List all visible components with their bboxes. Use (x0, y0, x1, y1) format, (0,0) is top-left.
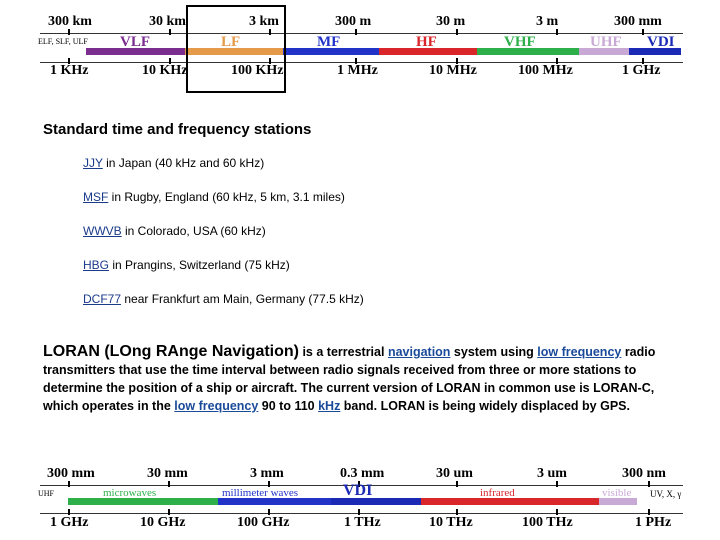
station-description: near Frankfurt am Main, Germany (77.5 kHz) (121, 292, 364, 306)
low-frequency-link[interactable]: low frequency (537, 345, 622, 359)
bottom-frequency-label: 1 PHz (635, 515, 672, 530)
station-link-wwvb[interactable]: WWVB (83, 224, 122, 238)
section-title: Standard time and frequency stations (43, 121, 312, 138)
band-visible-bar (599, 498, 637, 505)
list-item (83, 258, 290, 272)
top-wavelength-label: 30 km (149, 14, 186, 29)
low-frequency-link-2[interactable]: low frequency (174, 399, 259, 413)
top-wavelength-label: 300 m (335, 14, 372, 29)
bottom-wavelength-label: 0.3 mm (340, 466, 385, 481)
band-vdi-label: VDI (647, 34, 675, 50)
khz-link[interactable]: kHz (318, 399, 341, 413)
bottom-left-label: UHF (38, 489, 55, 498)
bottom-frequency-label: 1 GHz (50, 515, 89, 530)
station-link-msf[interactable]: MSF (83, 190, 109, 204)
band-infrared-bar (421, 498, 599, 505)
band-lf-label: LF (221, 34, 241, 50)
top-frequency-label: 100 MHz (518, 63, 573, 78)
top-wavelength-label: 3 km (249, 14, 279, 29)
bottom-wavelength-label: 30 mm (147, 466, 188, 481)
station-description: in Japan (40 kHz and 60 kHz) (102, 156, 265, 170)
band-hf-label: HF (416, 34, 437, 50)
list-item (83, 224, 266, 238)
list-item (83, 292, 364, 306)
loran-text: 90 to 110 (258, 399, 319, 413)
bottom-wavelength-label: 300 mm (47, 466, 95, 481)
band-microwaves-bar (68, 498, 218, 505)
bottom-frequency-label: 100 GHz (237, 515, 290, 530)
band-visible-label: visible (602, 487, 632, 499)
band-vdi-label-bottom: VDI (343, 482, 373, 499)
lf-highlight-box (186, 5, 286, 93)
band-vlf-label: VLF (120, 34, 150, 50)
top-frequency-label: 10 KHz (142, 63, 188, 78)
list-item (83, 156, 264, 170)
top-frequency-label: 1 MHz (337, 63, 378, 78)
loran-title: LORAN (LOng RAnge Navigation) (43, 343, 299, 360)
station-link-jjy[interactable]: JJY (83, 156, 103, 170)
station-link-hbg[interactable]: HBG (83, 258, 110, 272)
band-millimeter-bar (218, 498, 331, 505)
top-frequency-label: 1 KHz (50, 63, 89, 78)
band-uhf-label: UHF (590, 34, 622, 50)
top-wavelength-label: 3 m (536, 14, 559, 29)
station-description: in Rugby, England (60 kHz, 5 km, 3.1 miles) (108, 190, 345, 204)
loran-text: system using (450, 345, 538, 359)
bottom-frequency-label: 1 THz (344, 515, 381, 530)
band-millimeter-label: millimeter waves (222, 487, 299, 499)
top-wavelength-label: 30 m (436, 14, 466, 29)
bottom-wavelength-label: 30 um (436, 466, 473, 481)
station-description: in Prangins, Switzerland (75 kHz) (109, 258, 290, 272)
bottom-wavelength-label: 3 mm (250, 466, 284, 481)
top-frequency-label: 1 GHz (622, 63, 661, 78)
band-vhf-label: VHF (504, 34, 536, 50)
loran-text: is a terrestrial (298, 345, 388, 359)
loran-text: radio transmitters that use the time interval between radio signals received from three or more stations to determine the position of a ship or aircraft. The current version of LORAN in common use is LORAN-C, which operates in the (43, 345, 656, 413)
station-description: in Colorado, USA (60 kHz) (121, 224, 266, 238)
top-frequency-label: 10 MHz (429, 63, 477, 78)
top-frequency-label: 100 KHz (231, 63, 284, 78)
top-wavelength-label: 300 km (48, 14, 92, 29)
bottom-frequency-label: 10 GHz (140, 515, 186, 530)
navigation-link[interactable]: navigation (387, 345, 451, 359)
band-mf-label: MF (317, 34, 341, 50)
band-infrared-label: infrared (480, 487, 515, 499)
top-wavelength-label: 300 mm (614, 14, 662, 29)
bottom-wavelength-label: 3 um (537, 466, 567, 481)
station-link-dcf77[interactable]: DCF77 (83, 292, 122, 306)
bottom-right-label: UV, X, γ (650, 489, 682, 499)
bottom-frequency-label: 10 THz (429, 515, 473, 530)
bottom-frequency-label: 100 THz (522, 515, 573, 530)
list-item (83, 190, 345, 204)
top-side-label: ELF, SLF, ULF (38, 37, 88, 46)
loran-text: band. LORAN is being widely displaced by GPS. (340, 399, 630, 413)
bottom-wavelength-label: 300 nm (622, 466, 666, 481)
band-microwaves-label: microwaves (103, 487, 157, 499)
loran-paragraph (43, 343, 683, 415)
